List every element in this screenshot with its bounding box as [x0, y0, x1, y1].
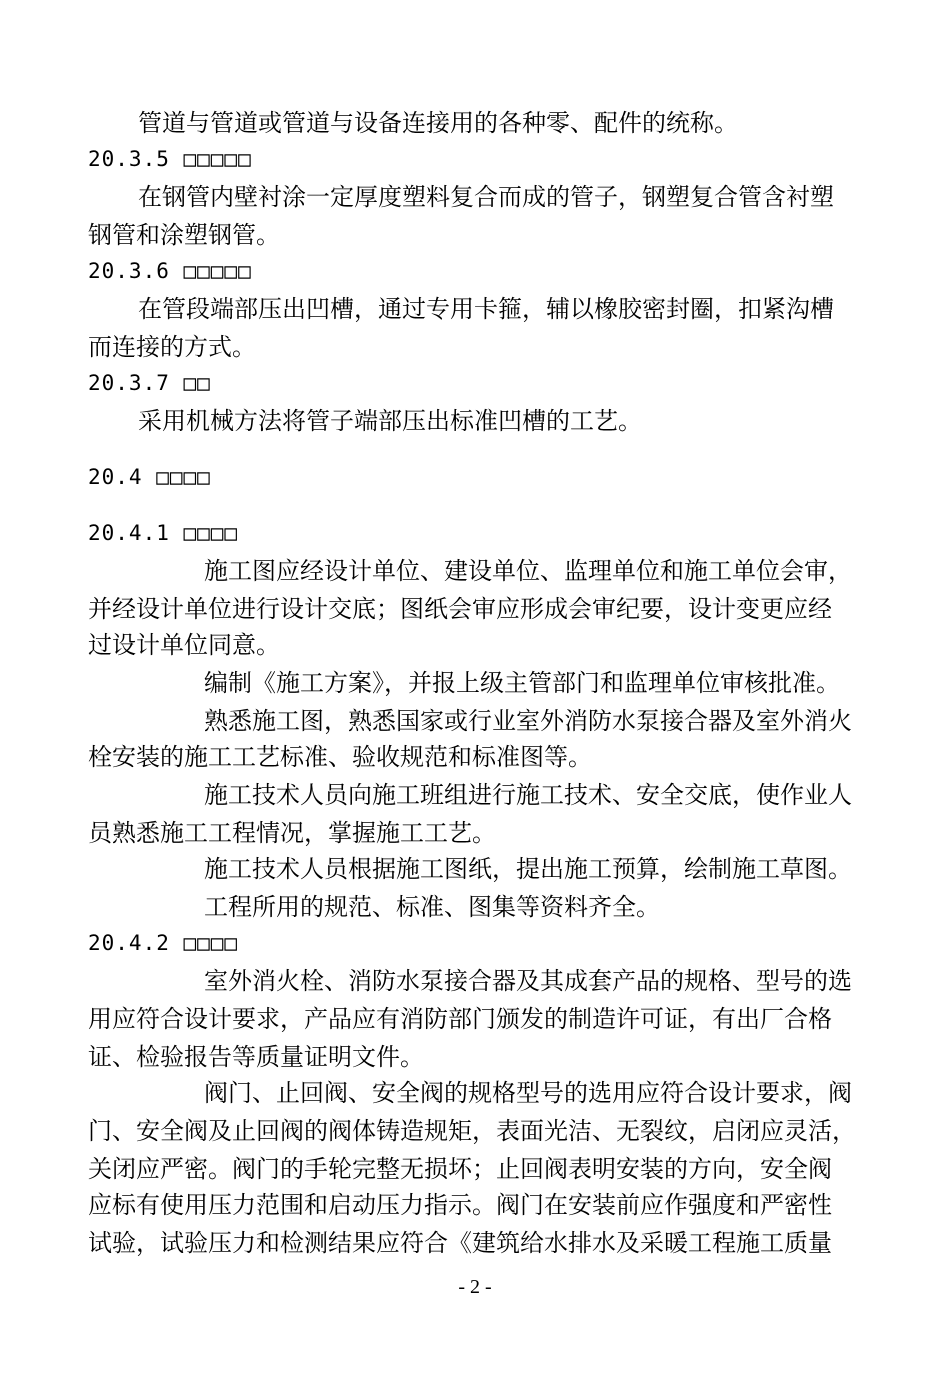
- paragraph-line: 用应符合设计要求，产品应有消防部门颁发的制造许可证，有出厂合格: [88, 1005, 832, 1033]
- paragraph-line: 在钢管内壁衬涂一定厚度塑料复合而成的管子，钢塑复合管含衬塑: [138, 183, 834, 211]
- paragraph-line: 试验，试验压力和检测结果应符合《建筑给水排水及采暖工程施工质量: [88, 1229, 832, 1257]
- paragraph-line: 应标有使用压力范围和启动压力指示。阀门在安装前应作强度和严密性: [88, 1191, 832, 1219]
- paragraph-line: 证、检验报告等质量证明文件。: [88, 1043, 424, 1071]
- section-heading: 20.3.7 □□: [88, 371, 211, 395]
- page-number: - 2 -: [458, 1276, 492, 1298]
- paragraph-line: 栓安装的施工工艺标准、验收规范和标准图等。: [88, 743, 592, 771]
- paragraph-line: 采用机械方法将管子端部压出标准凹槽的工艺。: [138, 407, 642, 435]
- paragraph-line: 管道与管道或管道与设备连接用的各种零、配件的统称。: [138, 109, 738, 137]
- paragraph-line: 并经设计单位进行设计交底；图纸会审应形成会审纪要，设计变更应经: [88, 595, 832, 623]
- paragraph-line: 编制《施工方案》，并报上级主管部门和监理单位审核批准。: [204, 669, 840, 697]
- section-heading: 20.3.5 □□□□□: [88, 147, 252, 171]
- paragraph-line: 施工技术人员根据施工图纸，提出施工预算，绘制施工草图。: [204, 855, 852, 883]
- section-heading: 20.3.6 □□□□□: [88, 259, 252, 283]
- paragraph-line: 过设计单位同意。: [88, 631, 280, 659]
- paragraph-line: 室外消火栓、消防水泵接合器及其成套产品的规格、型号的选: [204, 967, 852, 995]
- paragraph-line: 钢管和涂塑钢管。: [88, 221, 280, 249]
- paragraph-line: 门、安全阀及止回阀的阀体铸造规矩，表面光洁、无裂纹，启闭应灵活，: [88, 1117, 856, 1145]
- paragraph-line: 员熟悉施工工程情况，掌握施工工艺。: [88, 819, 496, 847]
- paragraph-line: 而连接的方式。: [88, 333, 256, 361]
- chapter-heading: 20.4 □□□□: [88, 465, 211, 489]
- paragraph-line: 在管段端部压出凹槽，通过专用卡箍，辅以橡胶密封圈，扣紧沟槽: [138, 295, 834, 323]
- section-heading: 20.4.1 □□□□: [88, 521, 239, 545]
- paragraph-line: 阀门、止回阀、安全阀的规格型号的选用应符合设计要求，阀: [204, 1079, 852, 1107]
- paragraph-line: 施工技术人员向施工班组进行施工技术、安全交底，使作业人: [204, 781, 852, 809]
- paragraph-line: 关闭应严密。阀门的手轮完整无损坏；止回阀表明安装的方向，安全阀: [88, 1155, 832, 1183]
- paragraph-line: 熟悉施工图，熟悉国家或行业室外消防水泵接合器及室外消火: [204, 707, 852, 735]
- paragraph-line: 施工图应经设计单位、建设单位、监理单位和施工单位会审，: [204, 557, 852, 585]
- paragraph-line: 工程所用的规范、标准、图集等资料齐全。: [204, 893, 660, 921]
- section-heading: 20.4.2 □□□□: [88, 931, 239, 955]
